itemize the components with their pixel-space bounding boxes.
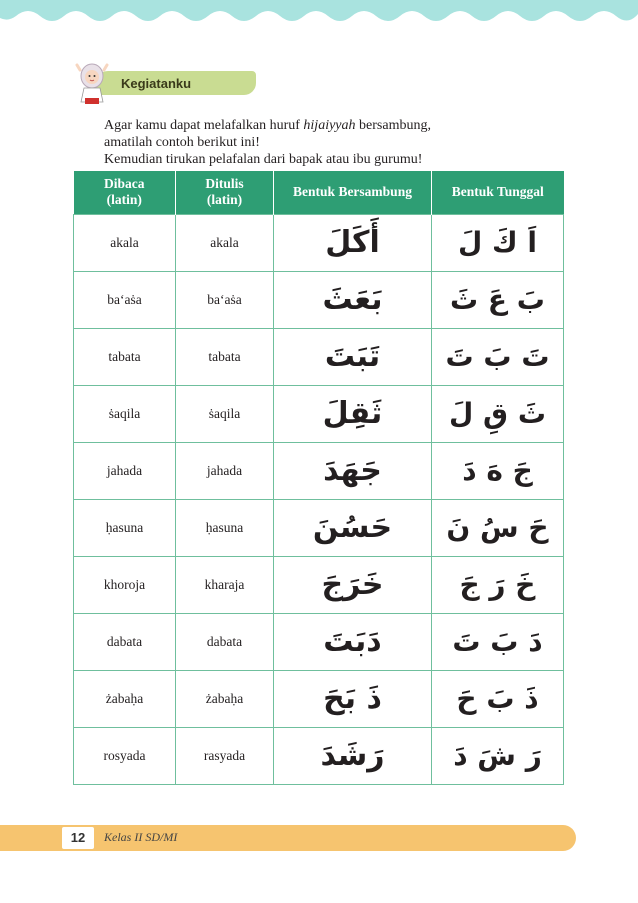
cell-tunggal: رَ شَ دَ — [432, 727, 564, 784]
table-header-row — [74, 171, 564, 214]
header-bentuk-tunggal: Bentuk Tunggal — [432, 171, 564, 214]
cell-bersambung: بَعَثَ — [274, 271, 432, 328]
cell-bersambung: أَكَلَ — [274, 214, 432, 271]
cell-bersambung: رَشَدَ — [274, 727, 432, 784]
cell-dibaca: dabata — [74, 613, 176, 670]
table-row — [74, 670, 564, 727]
cell-tunggal: تَ بَ تَ — [432, 328, 564, 385]
cell-tunggal: اَ كَ لَ — [432, 214, 564, 271]
cell-tunggal: دَ بَ تَ — [432, 613, 564, 670]
cell-ditulis: kharaja — [176, 556, 274, 613]
header-dibaca: Dibaca (latin) — [74, 171, 176, 214]
cell-dibaca: ḥasuna — [74, 499, 176, 556]
cell-dibaca: tabata — [74, 328, 176, 385]
cell-ditulis: akala — [176, 214, 274, 271]
cell-dibaca: żabaḥa — [74, 670, 176, 727]
instructions — [104, 117, 564, 168]
table-row — [74, 499, 564, 556]
cell-bersambung: حَسُنَ — [274, 499, 432, 556]
cell-bersambung: تَبَتَ — [274, 328, 432, 385]
top-wave-decoration — [0, 0, 638, 28]
instruction-line-1: Agar kamu dapat melafalkan huruf hijaiyyah bersambung, — [104, 118, 431, 133]
header-ditulis: Ditulis (latin) — [176, 171, 274, 214]
cell-ditulis: ba‘aṡa — [176, 271, 274, 328]
cell-dibaca: jahada — [74, 442, 176, 499]
cell-tunggal: حَ سُ نَ — [432, 499, 564, 556]
table-row — [74, 328, 564, 385]
cell-ditulis: jahada — [176, 442, 274, 499]
cell-bersambung: دَبَتَ — [274, 613, 432, 670]
cell-bersambung: ثَقِلَ — [274, 385, 432, 442]
cell-tunggal: ذَ بَ حَ — [432, 670, 564, 727]
cell-ditulis: ḥasuna — [176, 499, 274, 556]
cell-ditulis: rasyada — [176, 727, 274, 784]
table-row — [74, 727, 564, 784]
cell-dibaca: akala — [74, 214, 176, 271]
activity-badge — [74, 62, 254, 104]
hijaiyyah-table — [73, 171, 564, 785]
cell-dibaca: rosyada — [74, 727, 176, 784]
table-row — [74, 613, 564, 670]
cell-bersambung: ذَ بَحَ — [274, 670, 432, 727]
cell-tunggal: خَ رَ جَ — [432, 556, 564, 613]
cell-tunggal: جَ هَ دَ — [432, 442, 564, 499]
cell-ditulis: ṡaqila — [176, 385, 274, 442]
page-number: 12 — [60, 825, 96, 851]
badge-label: Kegiatanku — [121, 76, 192, 91]
table-row — [74, 214, 564, 271]
cell-bersambung: جَهَدَ — [274, 442, 432, 499]
student-avatar-icon — [74, 62, 110, 106]
cell-ditulis: żabaḥa — [176, 670, 274, 727]
instruction-line-2: amatilah contoh berikut ini! — [104, 135, 260, 150]
cell-dibaca: ṡaqila — [74, 385, 176, 442]
header-bentuk-bersambung: Bentuk Bersambung — [274, 171, 432, 214]
cell-dibaca: khoroja — [74, 556, 176, 613]
cell-ditulis: dabata — [176, 613, 274, 670]
instruction-line-3: Kemudian tirukan pelafalan dari bapak atau ibu gurumu! — [104, 152, 423, 167]
table-row — [74, 556, 564, 613]
table-row — [74, 442, 564, 499]
cell-ditulis: tabata — [176, 328, 274, 385]
cell-dibaca: ba‘aṡa — [74, 271, 176, 328]
cell-tunggal: ثَ قِ لَ — [432, 385, 564, 442]
cell-tunggal: بَ عَ ثَ — [432, 271, 564, 328]
cell-bersambung: خَرَجَ — [274, 556, 432, 613]
footer-book-label: Kelas II SD/MI — [104, 830, 178, 844]
table-row — [74, 271, 564, 328]
table-row — [74, 385, 564, 442]
